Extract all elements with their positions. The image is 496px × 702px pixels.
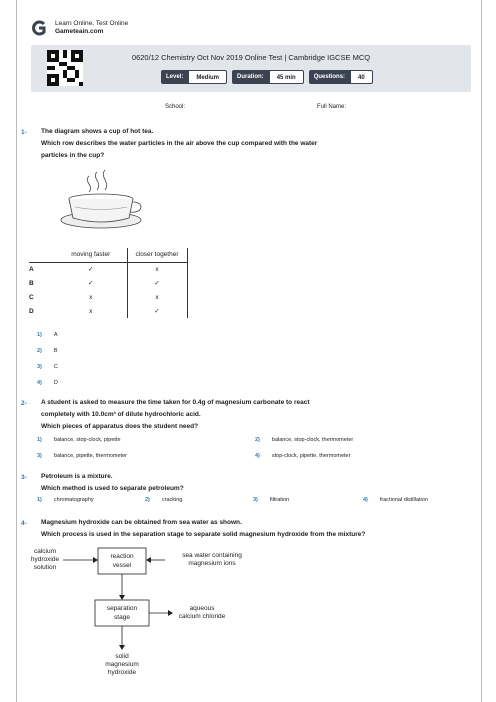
table-row: C x x [29,290,187,304]
school-label: School: [165,104,186,110]
svg-text:aqueous: aqueous [189,605,215,612]
svg-text:sea water containing: sea water containing [182,552,242,559]
answer-option-2[interactable]: 2) balance, stop-clock, thermometer [255,437,354,443]
svg-text:magnesium: magnesium [105,661,139,668]
solid-magnesium-hydroxide-label [105,653,139,676]
gameteain-logo-icon [31,20,47,36]
brand [31,20,128,36]
calcium-hydroxide-label [31,548,60,571]
answer-table [29,248,188,318]
answer-option-4[interactable]: 4) D [37,380,58,386]
question-number: 4- [21,520,27,527]
brand-site: Gameteain.com [55,28,104,35]
questions-badge: Questions: 40 [309,70,373,84]
duration-badge: Duration: 45 min [232,70,304,84]
svg-text:vessel: vessel [112,562,132,569]
svg-text:magnesium ions: magnesium ions [188,560,236,567]
svg-text:solution: solution [33,564,57,571]
svg-text:stage: stage [114,614,130,621]
answer-option-3[interactable]: 3) balance, pipette, thermometer [37,453,127,459]
answer-option-2[interactable]: 2) B [37,348,58,354]
sea-water-label [182,552,242,567]
svg-text:solid: solid [115,653,129,660]
question-text: Magnesium hydroxide can be obtained from sea water as shown. Which process is used in the separation stage to separate solid magnesium hydroxide from the mixture? [41,519,366,538]
answer-option-4[interactable]: 4) fractional distillation [363,497,428,503]
svg-text:hydroxide: hydroxide [30,556,60,563]
question-text: A student is asked to measure the time taken for 0.4g of magnesium carbonate to react completely with 10.0cm³ of dilute hydrochloric acid. Which pieces of apparatus does the student need? [41,399,310,430]
question-number: 2- [21,400,27,407]
answer-option-1[interactable]: 1) A [37,332,58,338]
table-row: B ✓ ✓ [29,276,187,290]
question-number: 3- [21,474,27,481]
svg-text:calcium: calcium [33,548,57,555]
separation-flow-diagram [17,540,277,690]
question-number: 1- [21,129,27,136]
table-row: D x ✓ [29,304,187,318]
svg-text:calcium chloride: calcium chloride [178,613,226,620]
table-row: A ✓ x [29,262,187,276]
brand-tagline: Learn Online, Test Online [55,20,129,27]
separation-stage-box [95,600,149,626]
question-text: Petroleum is a mixture. Which method is used to separate petroleum? [41,473,184,492]
svg-text:hydroxide: hydroxide [107,669,137,676]
test-title: 0620/12 Chemistry Oct Nov 2019 Online Test | Cambridge IGCSE MCQ [131,53,371,62]
answer-option-4[interactable]: 4) stop-clock, pipette, thermometer [255,453,351,459]
svg-text:separation: separation [106,605,138,612]
fullname-label: Full Name: [317,104,347,110]
answer-option-1[interactable]: 1) chromatography [37,497,94,503]
hot-tea-cup-illustration [55,168,145,232]
answer-option-3[interactable]: 3) filtration [253,497,290,503]
test-header [31,45,471,92]
answer-option-1[interactable]: 1) balance, stop-clock, pipette [37,437,121,443]
answer-option-3[interactable]: 3) C [37,364,58,370]
column-header: closer together [127,248,187,262]
reaction-vessel-box [98,548,146,574]
question-text: The diagram shows a cup of hot tea. Which row describes the water particles in the air above the cup compared with the water particles in the cup? [41,128,318,159]
answer-option-2[interactable]: 2) cracking [145,497,183,503]
worksheet-page [16,0,482,702]
aqueous-calcium-chloride-label [179,605,226,620]
level-badge: Level: Medium [161,70,227,84]
column-header: moving faster [55,248,127,262]
svg-text:reaction: reaction [110,553,134,560]
